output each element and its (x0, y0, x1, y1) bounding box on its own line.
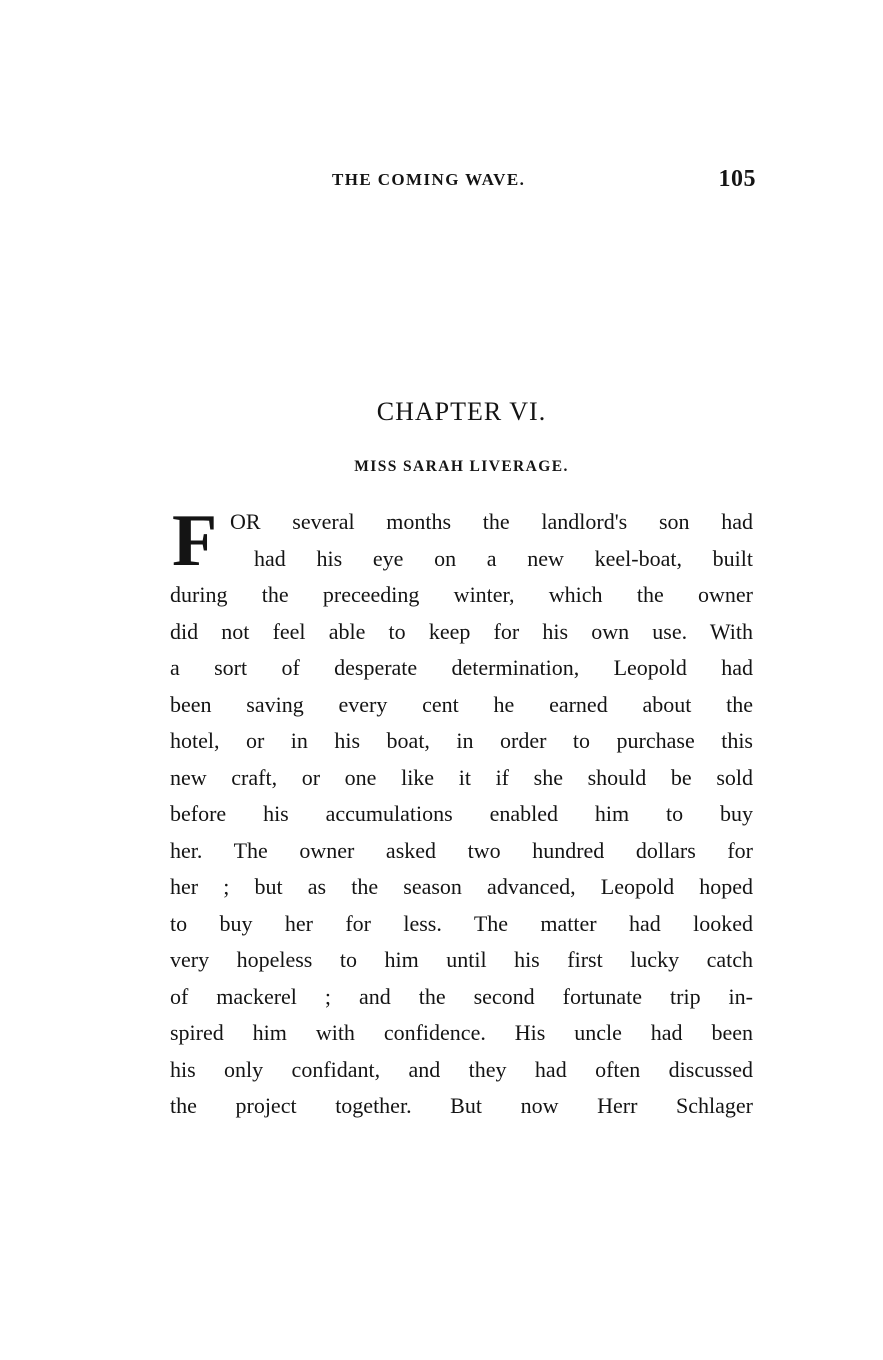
running-title: THE COMING WAVE. (332, 170, 526, 189)
text-line: did not feel able to keep for his own use. With (170, 618, 753, 644)
chapter-heading: CHAPTER VI. (376, 397, 547, 426)
body-text (170, 500, 753, 1125)
text-line: her ; but as the season advanced, Leopold hoped (170, 874, 753, 899)
page-number: 105 (718, 166, 756, 192)
text-line: the project together. But now Herr Schlager (170, 1093, 753, 1118)
text-line: had his eye on a new keel-boat, built (254, 545, 753, 571)
text-line: during the preceeding winter, which the owner (170, 582, 753, 607)
text-line: new craft, or one like it if she should be sold (170, 764, 753, 790)
text-line: OR several months the landlord's son had (230, 509, 753, 534)
text-line: of mackerel ; and the second fortunate trip in- (170, 983, 753, 1009)
text-line: before his accumulations enabled him to buy (170, 801, 753, 826)
text-line: been saving every cent he earned about the (170, 691, 753, 717)
text-line: to buy her for less. The matter had looked (170, 910, 753, 936)
text-line: his only confidant, and they had often discussed (170, 1056, 753, 1082)
text-line: her. The owner asked two hundred dollars for (170, 837, 753, 863)
chapter-subtitle: MISS SARAH LIVERAGE. (354, 458, 569, 475)
text-line: a sort of desperate determination, Leopold had (170, 655, 753, 680)
text-line: hotel, or in his boat, in order to purchase this (170, 728, 753, 753)
text-line: spired him with confidence. His uncle had been (170, 1020, 753, 1045)
drop-cap: F (172, 500, 218, 582)
running-head (170, 166, 756, 196)
text-line: very hopeless to him until his first lucky catch (170, 947, 753, 972)
